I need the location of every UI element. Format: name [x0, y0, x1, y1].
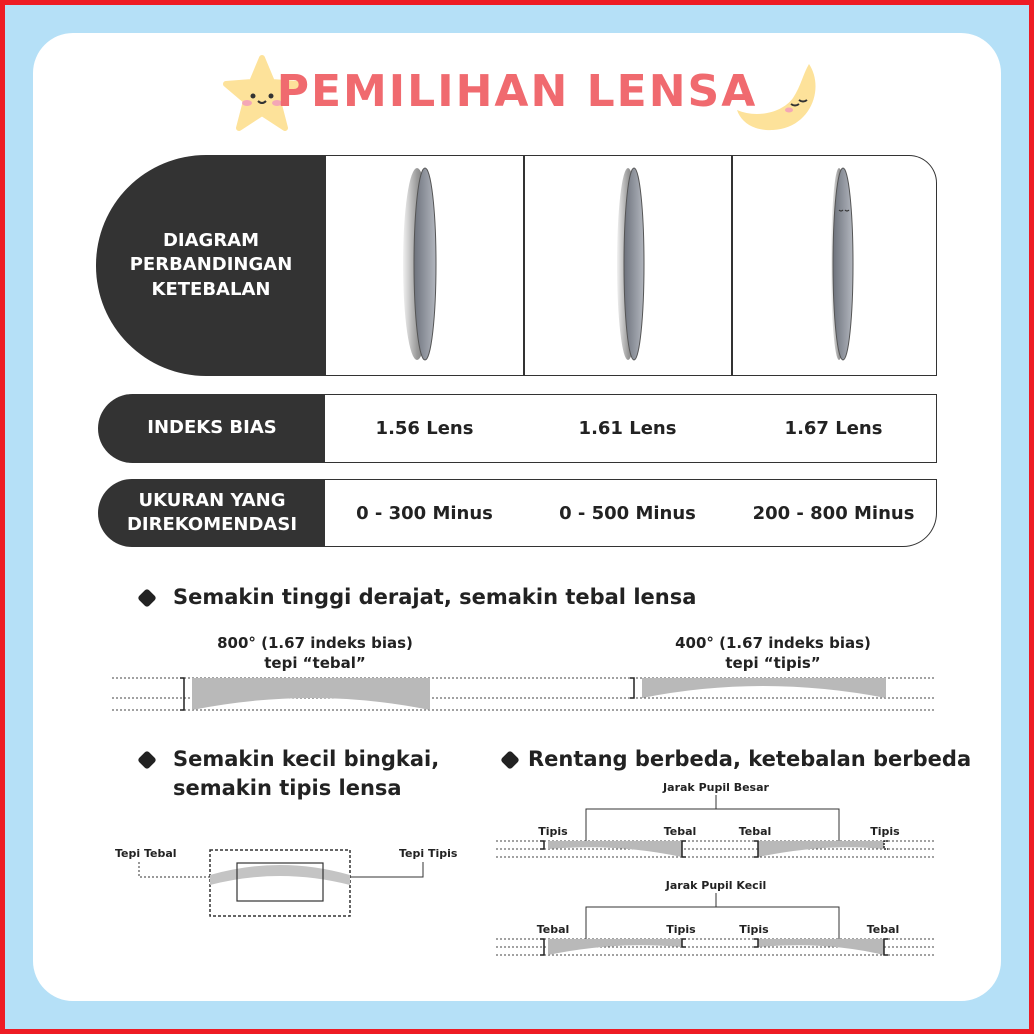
thin-edge-lens: [642, 678, 886, 698]
edge-label: Tipis: [870, 825, 900, 838]
section2-heading-line: semakin tipis lensa: [173, 776, 402, 801]
edge-label: Tebal: [866, 923, 900, 936]
frame-size-diagram: [135, 845, 435, 920]
edge-label: Tipis: [739, 923, 769, 936]
diagram-label-cell: [96, 155, 326, 376]
range-cell: 0 - 500 Minus: [523, 479, 733, 547]
divider: [523, 155, 525, 376]
thick-edge-lens: [192, 678, 430, 710]
large-pupil-distance-label: Jarak Pupil Besar: [663, 781, 769, 794]
thick-edge-label: Tepi Tebal: [115, 847, 177, 860]
left-caption: [180, 634, 450, 673]
edge-label: Tipis: [666, 923, 696, 936]
small-pupil-distance-label: Jarak Pupil Kecil: [665, 879, 767, 892]
range-cell: 0 - 300 Minus: [325, 479, 525, 547]
thickness-comparison-diagram: [112, 670, 934, 718]
index-label-cell: INDEKS BIAS: [98, 394, 326, 463]
section2-heading-line: Semakin kecil bingkai,: [173, 747, 440, 771]
right-caption-line: 400° (1.67 indeks bias): [675, 634, 871, 652]
thin-edge-label: Tepi Tipis: [399, 847, 458, 860]
lens-167-icon: [817, 162, 867, 367]
diagram-label-line: KETEBALAN: [151, 278, 271, 300]
moon-mascot-icon: [733, 58, 823, 136]
diagram-label-line: DIAGRAM: [162, 230, 260, 252]
section3-heading: Rentang berbeda, ketebalan berbeda: [528, 747, 972, 771]
edge-label: Tebal: [738, 825, 772, 838]
page-title: PEMILIHAN LENSA: [276, 66, 758, 117]
diagram-label-line: PERBANDINGAN: [129, 254, 293, 276]
small-pupil-diagram: [496, 893, 936, 963]
edge-label: Tipis: [538, 825, 568, 838]
index-cell: 1.67 Lens: [731, 394, 937, 463]
left-caption-line: tepi “tebal”: [264, 653, 366, 672]
left-caption-line: 800° (1.67 indeks bias): [217, 634, 413, 652]
right-caption-line: tepi “tipis”: [725, 653, 821, 672]
recommended-label-cell: [98, 479, 326, 547]
section2-heading: [173, 745, 439, 804]
edge-label: Tebal: [663, 825, 697, 838]
index-cell: 1.56 Lens: [325, 394, 525, 463]
range-cell: 200 - 800 Minus: [731, 479, 937, 547]
large-pupil-diagram: [496, 795, 936, 865]
recommended-label-line: UKURAN YANG: [138, 489, 286, 511]
divider: [731, 155, 733, 376]
right-caption: [638, 634, 908, 673]
lens-156-icon: [395, 162, 445, 367]
recommended-label-line: DIREKOMENDASI: [126, 514, 298, 535]
index-cell: 1.61 Lens: [523, 394, 733, 463]
edge-label: Tebal: [536, 923, 570, 936]
section1-heading: Semakin tinggi derajat, semakin tebal lensa: [173, 585, 697, 609]
lens-161-icon: [606, 162, 656, 367]
